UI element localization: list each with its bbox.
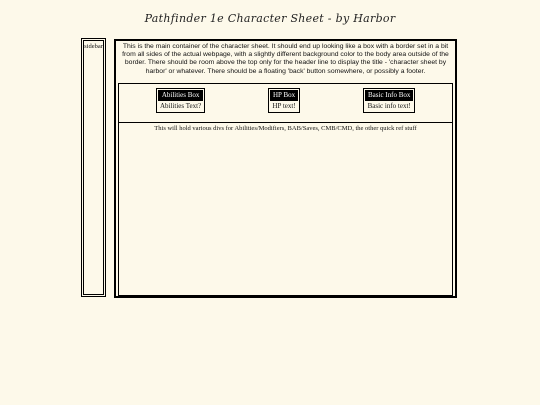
main-description: This is the main container of the character sheet. It should end up looking like a box with a border set in a bit from all sides of the actual webpage, with a slightly different background color to the body area outside of the border. There should be room above the top only for the header line to display the title - 'character sheet by harbor' or whatever. There should be a floating 'back' button somewhere, or possibly a footer. bbox=[122, 43, 449, 75]
abilities-box-text: Abilities Text? bbox=[160, 102, 202, 110]
sidebar bbox=[83, 40, 104, 295]
abilities-box-label: Abilities Box bbox=[158, 90, 203, 101]
hp-box bbox=[268, 88, 300, 113]
main-container bbox=[114, 39, 457, 298]
page-title: Pathfinder 1e Character Sheet - by Harbor bbox=[144, 12, 396, 25]
basic-info-box-label: Basic Info Box bbox=[365, 90, 413, 101]
hp-box-label: HP Box bbox=[270, 90, 298, 101]
quick-ref-area: This will hold various divs for Abilities/Modifiers, BAB/Saves, CMB/CMD, the other quick ref stuff bbox=[154, 125, 417, 132]
abilities-box bbox=[156, 88, 205, 113]
hp-box-text: HP text! bbox=[272, 102, 296, 110]
inner-container bbox=[118, 83, 453, 296]
summary-box-row bbox=[119, 84, 452, 123]
basic-info-box-text: Basic info text! bbox=[367, 102, 411, 110]
basic-info-box bbox=[363, 88, 415, 113]
sidebar-label: sidebar bbox=[84, 43, 103, 50]
